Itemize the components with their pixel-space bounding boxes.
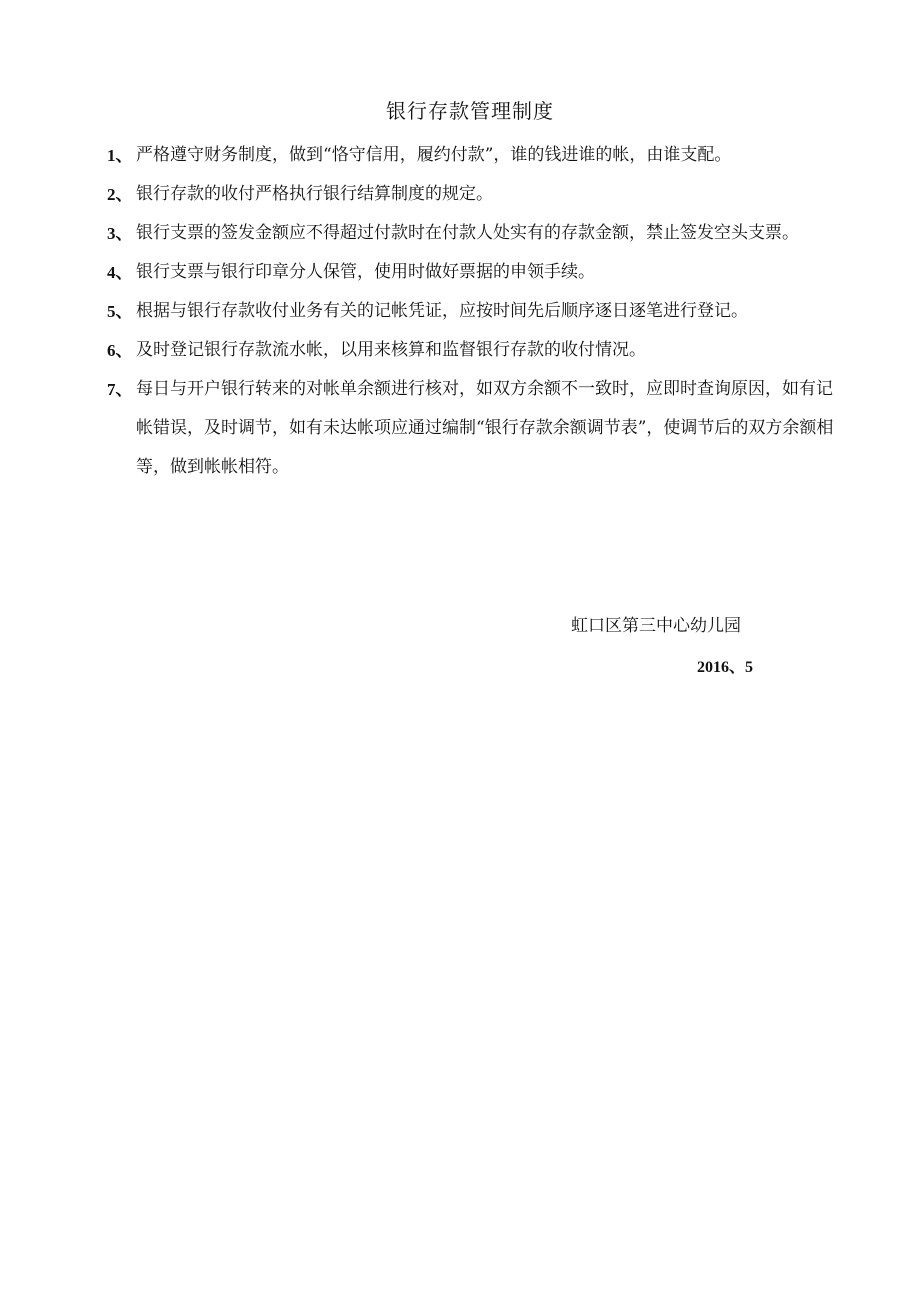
signature-date: 2016、5 <box>697 659 754 676</box>
rule-text: 银行支票与银行印章分人保管，使用时做好票据的申领手续。 <box>136 262 595 282</box>
rule-item <box>107 136 837 175</box>
rule-text: 及时登记银行存款流水帐，以用来核算和监督银行存款的收付情况。 <box>136 340 646 360</box>
rule-number: 2、 <box>107 185 133 204</box>
rule-number: 1、 <box>107 146 133 165</box>
document-title: 银行存款管理制度 <box>386 99 554 123</box>
rules-list <box>107 136 837 487</box>
rule-number: 6、 <box>107 341 133 360</box>
rule-item <box>107 253 837 292</box>
rule-item <box>107 175 837 214</box>
signature-organization: 虹口区第三中心幼儿园 <box>571 616 741 636</box>
rule-number: 4、 <box>107 263 133 282</box>
rule-number: 5、 <box>107 302 133 321</box>
rule-number: 7、 <box>107 380 133 399</box>
rule-text: 银行存款的收付严格执行银行结算制度的规定。 <box>136 184 493 204</box>
rule-text: 每日与开户银行转来的对帐单余额进行核对，如双方余额不一致时，应即时查询原因，如有记帐错误，及时调节，如有未达帐项应通过编制“银行存款余额调节表”，使调节后的双方余额相等，做到帐帐相符。 <box>136 379 834 477</box>
rule-item <box>107 292 837 331</box>
rule-text: 银行支票的签发金额应不得超过付款时在付款人处实有的存款金额，禁止签发空头支票。 <box>136 223 799 243</box>
rule-number: 3、 <box>107 224 133 243</box>
rule-item <box>107 370 837 487</box>
rule-item <box>107 331 837 370</box>
rule-text: 严格遵守财务制度，做到“恪守信用，履约付款”，谁的钱进谁的帐，由谁支配。 <box>136 145 732 165</box>
rule-text: 根据与银行存款收付业务有关的记帐凭证，应按时间先后顺序逐日逐笔进行登记。 <box>136 301 748 321</box>
rule-item <box>107 214 837 253</box>
